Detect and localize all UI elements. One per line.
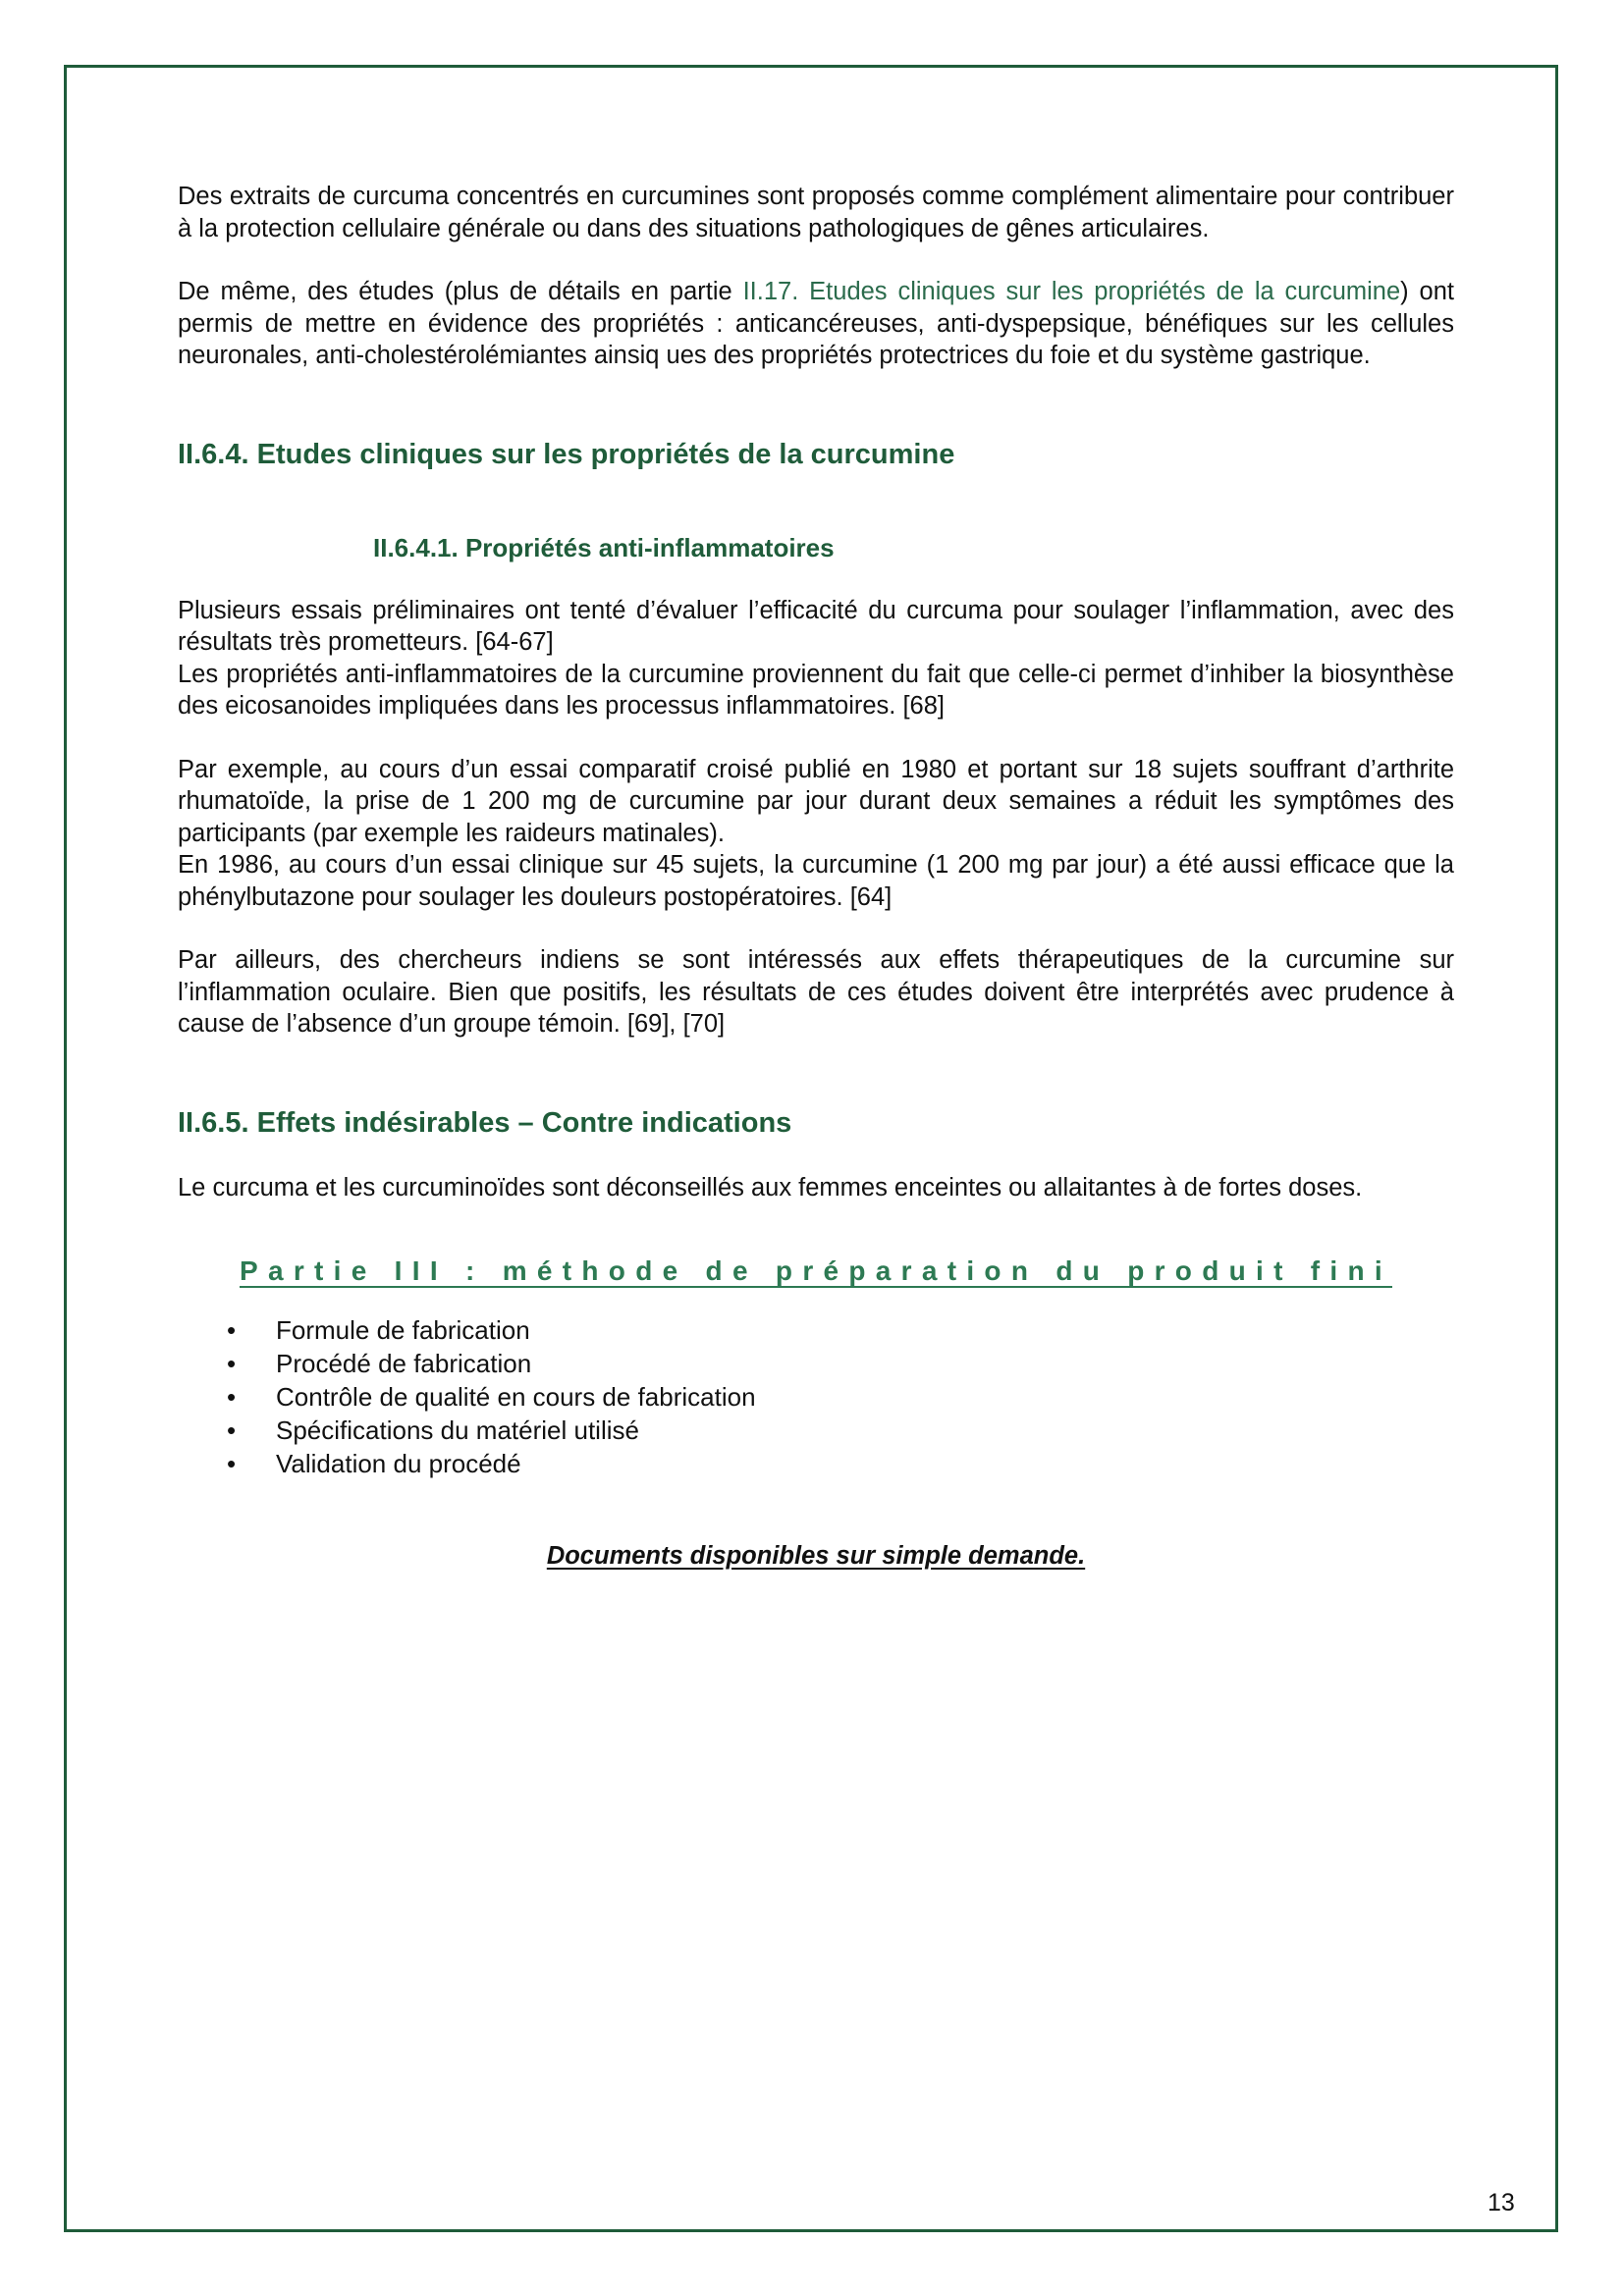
list-item: • Formule de fabrication [178, 1313, 1454, 1347]
anti-inflammatory-paragraph-2: Les propriétés anti-inflammatoires de la curcumine proviennent du fait que celle-ci permet d’inhiber la biosynthèse des eicosanoides impliquées dans les processus inflammatoires. [68] [178, 660, 1454, 720]
list-item: • Spécifications du matériel utilisé [178, 1414, 1454, 1447]
intro-paragraph-2-start: De même, des études (plus de détails en partie [178, 278, 743, 305]
anti-inflammatory-paragraph-1: Plusieurs essais préliminaires ont tenté d’évaluer l’efficacité du curcuma pour soulager l’inflammation, avec des résultats très prometteurs. [64-67] [178, 596, 1454, 656]
page-number: 13 [1488, 2189, 1515, 2216]
side-effects-paragraph: Le curcuma et les curcuminoïdes sont déconseillés aux femmes enceintes ou allaitantes à de fortes doses. [178, 1173, 1363, 1201]
list-item: • Validation du procédé [178, 1447, 1454, 1480]
page-content [178, 181, 1454, 1573]
subsection-title-2-6-4-1: II.6.4.1. Propriétés anti-inflammatoires [373, 532, 835, 562]
cross-reference-link[interactable]: II.17. Etudes cliniques sur les propriétés de la curcumine [742, 278, 1401, 305]
anti-inflammatory-paragraph-4: En 1986, au cours d’un essai clinique sur 45 sujets, la curcumine (1 200 mg par jour) a été aussi efficace que la phénylbutazone pour soulager les douleurs postopératoires. [64] [178, 851, 1454, 911]
documents-note: Documents disponibles sur simple demande. [546, 1542, 1086, 1570]
section-title-2-6-5: II.6.5. Effets indésirables – Contre indications [178, 1106, 792, 1139]
anti-inflammatory-paragraph-3: Par exemple, au cours d’un essai comparatif croisé publié en 1980 et portant sur 18 sujets souffrant d’arthrite rhumatoïde, la prise de 1 200 mg de curcumine par jour durant deux semaines a réduit les symptômes des participants (par exemple les raideurs matinales). [178, 755, 1454, 847]
partie-3-title: Partie III : méthode de préparation du produit fini [239, 1255, 1392, 1286]
anti-inflammatory-paragraph-5: Par ailleurs, des chercheurs indiens se sont intéressés aux effets thérapeutiques de la curcumine sur l’inflammation oculaire. Bien que positifs, les résultats de ces études doivent être interprétés avec prudence à cause de l’absence d’un groupe témoin. [69], [70] [178, 946, 1454, 1038]
partie-3-list [178, 1313, 1454, 1480]
list-item: • Procédé de fabrication [178, 1347, 1454, 1380]
intro-paragraph-2-end: ) ont permis de mettre en évidence des propriétés : anticancéreuses, anti-dyspepsique, bénéfiques sur les cellules neuronales, anti-cholestérolémiantes ainsiq ues des propriétés protectrices du foie et du système gastrique. [178, 278, 1454, 369]
intro-paragraph-2 [178, 276, 1454, 372]
list-item: • Contrôle de qualité en cours de fabrication [178, 1380, 1454, 1414]
intro-paragraph-1: Des extraits de curcuma concentrés en curcumines sont proposés comme complément alimentaire pour contribuer à la protection cellulaire générale ou dans des situations pathologiques de gênes articulaires. [178, 183, 1454, 242]
section-title-2-6-4: II.6.4. Etudes cliniques sur les propriétés de la curcumine [178, 438, 955, 470]
